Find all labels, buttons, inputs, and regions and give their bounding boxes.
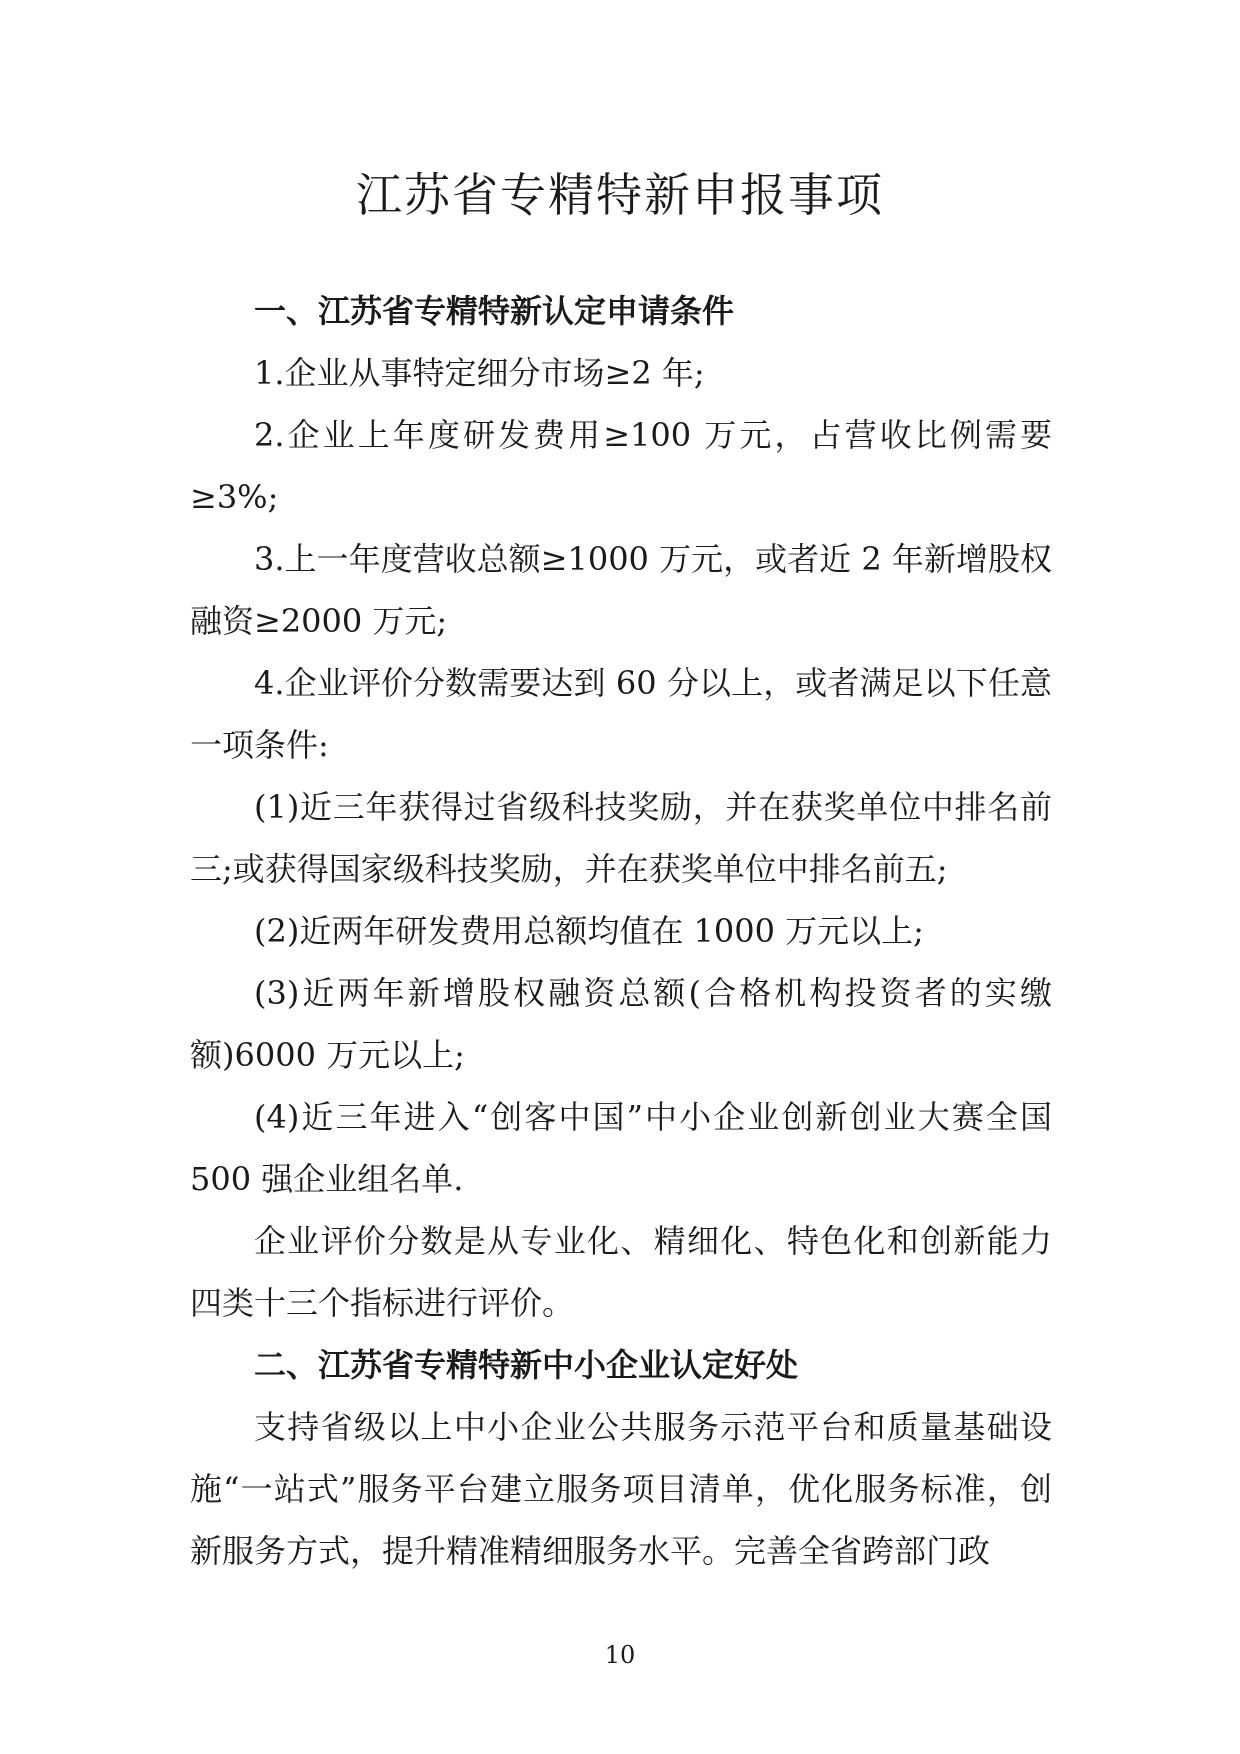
document-body [190,280,1052,1582]
sub-condition-4: (4)近三年进入“创客中国”中小企业创新创业大赛全国 500 强企业组名单. [190,1098,1052,1198]
sub-condition-1: (1)近三年获得过省级科技奖励，并在获奖单位中排名前三;或获得国家级科技奖励，并在获奖单位中排名前五; [190,788,1052,888]
section-heading-2: 二、江苏省专精特新中小企业认定好处 [254,1346,799,1384]
sub-condition-2: (2)近两年研发费用总额均值在 1000 万元以上; [254,912,924,950]
condition-3: 3.上一年度营收总额≥1000 万元，或者近 2 年新增股权融资≥2000 万元; [190,540,1052,640]
evaluation-note: 企业评价分数是从专业化、精细化、特色化和创新能力四类十三个指标进行评价。 [190,1222,1052,1322]
sub-condition-3: (3)近两年新增股权融资总额(合格机构投资者的实缴额)6000 万元以上; [190,974,1052,1074]
benefits-paragraph: 支持省级以上中小企业公共服务示范平台和质量基础设施“一站式”服务平台建立服务项目清单，优化服务标准，创新服务方式，提升精准精细服务水平。完善全省跨部门政 [190,1408,1052,1570]
condition-2: 2.企业上年度研发费用≥100 万元，占营收比例需要≥3%; [190,416,1052,516]
section-heading-1: 一、江苏省专精特新认定申请条件 [254,292,735,330]
condition-1: 1.企业从事特定细分市场≥2 年; [254,354,705,392]
condition-4: 4.企业评价分数需要达到 60 分以上，或者满足以下任意一项条件: [190,664,1052,764]
page-title: 江苏省专精特新申报事项 [356,168,884,222]
page-number: 10 [604,1641,636,1669]
